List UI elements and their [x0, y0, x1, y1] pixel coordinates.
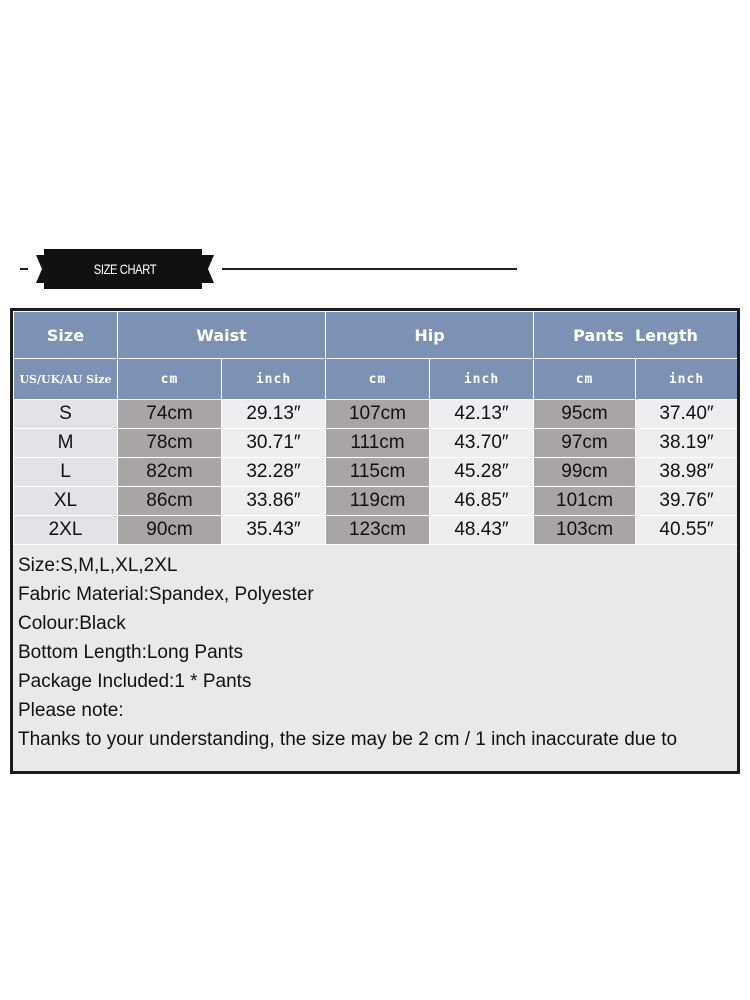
size-chart-title: SIZE CHART: [93, 261, 157, 277]
cell-waist-cm: 86cm: [118, 487, 222, 516]
cell-waist-cm: 82cm: [118, 458, 222, 487]
product-notes: [13, 545, 737, 754]
cell-length-cm: 99cm: [534, 458, 636, 487]
cell-waist-cm: 90cm: [118, 516, 222, 545]
header-length-inch: inch: [636, 359, 738, 400]
size-table: [13, 311, 738, 545]
cell-waist-inch: 32.28″: [222, 458, 326, 487]
cell-size: M: [14, 429, 118, 458]
cell-hip-inch: 48.43″: [430, 516, 534, 545]
cell-length-cm: 101cm: [534, 487, 636, 516]
cell-hip-cm: 115cm: [326, 458, 430, 487]
note-please-note: Please note:: [18, 700, 124, 721]
header-hip-inch: inch: [430, 359, 534, 400]
table-row: [14, 458, 738, 487]
header-row-measurements: [14, 312, 738, 359]
cell-size: L: [14, 458, 118, 487]
header-waist-inch: inch: [222, 359, 326, 400]
note-fabric: Fabric Material:Spandex, Polyester: [18, 584, 314, 605]
cell-waist-inch: 30.71″: [222, 429, 326, 458]
table-row: [14, 429, 738, 458]
note-colour: Colour:Black: [18, 613, 126, 634]
header-pants-length: Pants Length: [534, 312, 738, 359]
cell-length-inch: 39.76″: [636, 487, 738, 516]
cell-length-inch: 38.19″: [636, 429, 738, 458]
cell-length-inch: 37.40″: [636, 400, 738, 429]
note-accuracy: Thanks to your understanding, the size may be 2 cm / 1 inch inaccurate due to: [18, 729, 678, 750]
cell-waist-cm: 74cm: [118, 400, 222, 429]
cell-length-cm: 97cm: [534, 429, 636, 458]
cell-length-cm: 103cm: [534, 516, 636, 545]
banner-left-dash: [20, 268, 28, 270]
cell-waist-inch: 35.43″: [222, 516, 326, 545]
cell-length-inch: 38.98″: [636, 458, 738, 487]
cell-length-cm: 95cm: [534, 400, 636, 429]
cell-size: 2XL: [14, 516, 118, 545]
cell-size: S: [14, 400, 118, 429]
cell-hip-cm: 119cm: [326, 487, 430, 516]
banner-rule: [222, 268, 517, 270]
note-bottom-length: Bottom Length:Long Pants: [18, 642, 243, 663]
header-hip-cm: cm: [326, 359, 430, 400]
header-waist: Waist: [118, 312, 326, 359]
cell-waist-inch: 33.86″: [222, 487, 326, 516]
cell-hip-cm: 123cm: [326, 516, 430, 545]
header-hip: Hip: [326, 312, 534, 359]
cell-hip-inch: 42.13″: [430, 400, 534, 429]
cell-size: XL: [14, 487, 118, 516]
size-chart-panel: [10, 308, 740, 774]
cell-waist-cm: 78cm: [118, 429, 222, 458]
table-row: [14, 516, 738, 545]
cell-waist-inch: 29.13″: [222, 400, 326, 429]
header-region-size: US/UK/AU Size: [14, 359, 118, 400]
cell-length-inch: 40.55″: [636, 516, 738, 545]
cell-hip-cm: 111cm: [326, 429, 430, 458]
header-size: Size: [14, 312, 118, 359]
cell-hip-inch: 43.70″: [430, 429, 534, 458]
table-row: [14, 400, 738, 429]
note-sizes: Size:S,M,L,XL,2XL: [18, 555, 178, 576]
cell-hip-cm: 107cm: [326, 400, 430, 429]
header-waist-cm: cm: [118, 359, 222, 400]
note-package: Package Included:1 * Pants: [18, 671, 252, 692]
header-row-units: [14, 359, 738, 400]
cell-hip-inch: 46.85″: [430, 487, 534, 516]
cell-hip-inch: 45.28″: [430, 458, 534, 487]
table-row: [14, 487, 738, 516]
header-length-cm: cm: [534, 359, 636, 400]
size-chart-banner: [36, 249, 214, 289]
